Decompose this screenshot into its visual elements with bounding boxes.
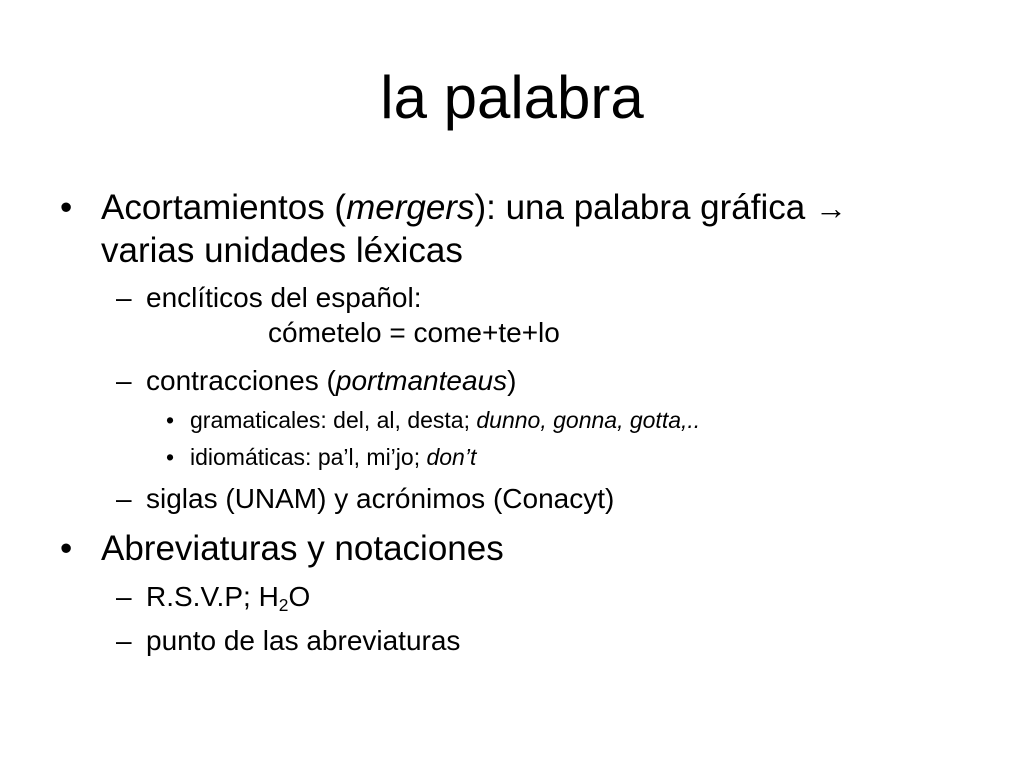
item-idiomaticas bbox=[190, 443, 476, 471]
rsvp-pre: R.S.V.P; H bbox=[146, 581, 279, 612]
rsvp-subscript: 2 bbox=[278, 594, 289, 615]
encliticos-example: cómetelo = come+te+lo bbox=[268, 317, 560, 348]
dash-l2-siglas: – bbox=[116, 483, 132, 514]
acortamientos-italic: mergers bbox=[346, 188, 475, 227]
dash-l2-punto: – bbox=[116, 625, 132, 656]
slide-title: la palabra bbox=[380, 64, 644, 131]
item-abreviaturas: Abreviaturas y notaciones bbox=[101, 529, 504, 568]
idiomaticas-italic: don’t bbox=[426, 444, 477, 470]
acortamientos-pre: Acortamientos ( bbox=[101, 188, 347, 227]
idiomaticas-pre: idiomáticas: pa’l, mi’jo; bbox=[190, 444, 427, 470]
acortamientos-continuation: varias unidades léxicas bbox=[101, 231, 463, 270]
contracciones-post: ) bbox=[507, 365, 517, 396]
dash-l2-contracciones: – bbox=[116, 365, 132, 396]
item-rsvp bbox=[146, 580, 310, 614]
bullet-l1-acortamientos: • bbox=[60, 188, 73, 227]
rsvp-post: O bbox=[288, 581, 311, 612]
item-siglas: siglas (UNAM) y acrónimos (Conacyt) bbox=[146, 483, 615, 514]
gramaticales-italic: dunno, gonna, gotta,.. bbox=[476, 407, 701, 433]
acortamientos-post: ): una palabra gráfica bbox=[474, 188, 806, 227]
bullet-l1-abreviaturas: • bbox=[60, 529, 73, 568]
bullet-l3-idiomaticas: • bbox=[166, 444, 175, 470]
item-contracciones bbox=[146, 364, 516, 398]
contracciones-pre: contracciones ( bbox=[146, 365, 336, 396]
item-punto: punto de las abreviaturas bbox=[146, 625, 461, 656]
item-acortamientos bbox=[101, 188, 847, 228]
gramaticales-pre: gramaticales: del, al, desta; bbox=[190, 407, 477, 433]
bullet-l3-gramaticales: • bbox=[166, 407, 175, 433]
contracciones-italic: portmanteaus bbox=[335, 365, 508, 396]
dash-l2-rsvp: – bbox=[116, 581, 132, 612]
item-gramaticales bbox=[190, 406, 700, 434]
dash-l2-encliticos: – bbox=[116, 282, 132, 313]
right-arrow-icon: → bbox=[814, 190, 847, 226]
item-encliticos: enclíticos del español: bbox=[146, 282, 422, 313]
